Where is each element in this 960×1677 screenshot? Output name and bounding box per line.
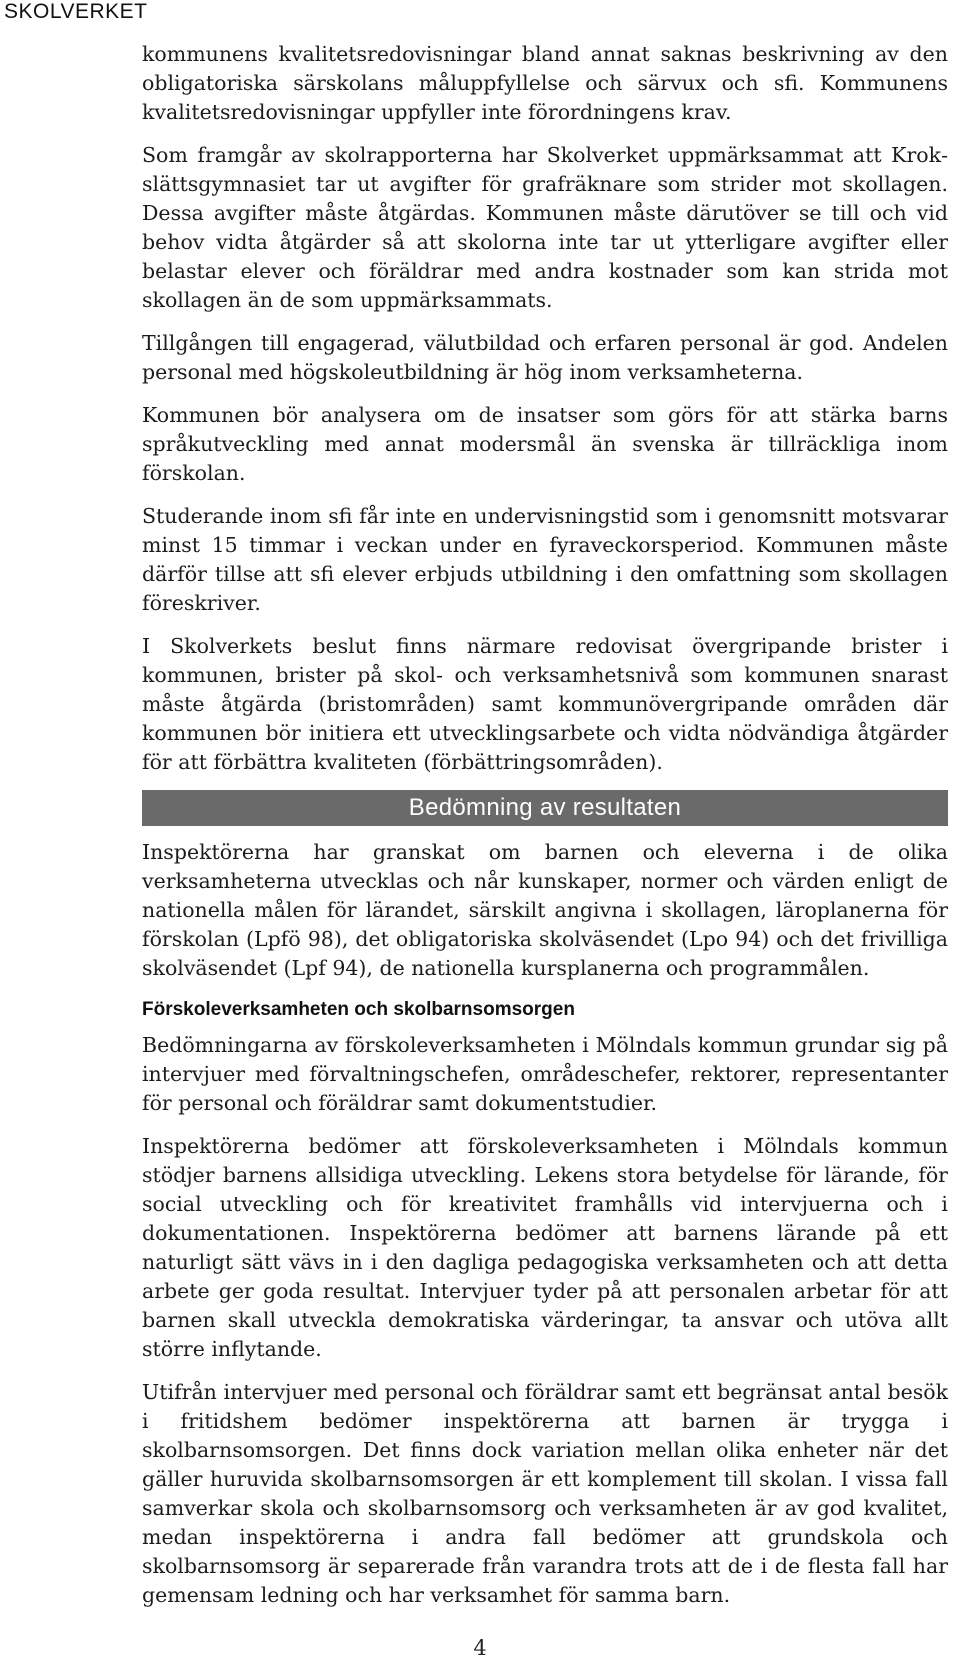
paragraph-afterschool: Utifrån intervjuer med personal och föräldrar samt ett begränsat antal besök i fritidshem bedömer inspektörerna att barnen är trygga i skolbarnsomsorgen. Det finns dock variation mellan olika enheter när det gäller huruvida skolbarnsomsorgen är ett komplement till skolan. I vissa fall samverkar skola och skolbarnsomsorg och verksamheten är av god kvalitet, medan inspektörerna i andra fall bedömer att grundskola och skolbarnsomsorg är separerade från varandra trots att de i de flesta fall har gemensam ledning och har verksamhet för samma barn. [142, 1380, 948, 1607]
body-text-assessment [142, 838, 948, 1624]
paragraph-preschool-assessment: Inspektörerna bedömer att förskoleverksamheten i Mölndals kommun stödjer barnens allsidiga utveckling. Lekens stora betydelse för lärande, för social utveckling och för kreativitet framhålls vid intervjuerna och i dokumentationen. Inspektörerna bedömer att barnens lärande på ett naturligt sätt vävs in i den dagliga pedagogiska verksamheten och att detta arbete ger goda resultat. Intervjuer tyder på att personalen arbetar för att barnen skall utveckla demokratiska värderingar, ta ansvar och utöva allt större inflytande. [142, 1134, 948, 1361]
header-brand: SKOLVERKET [4, 0, 148, 23]
paragraph-staff: Tillgången till engagerad, välutbildad och erfaren personal är god. Andelen personal med högskoleutbildning är hög inom verksamheterna. [142, 331, 948, 384]
paragraph-quality-reports: kommunens kvalitetsredovisningar bland annat saknas beskrivning av den obligatoriska särskolans måluppfyllelse och särvux och sfi. Kommunens kvalitetsredovisningar uppfyller inte förordningens krav. [142, 42, 948, 124]
section-heading-bar: Bedömning av resultaten [142, 790, 948, 826]
paragraph-preschool-basis: Bedömningarna av förskoleverksamheten i Mölndals kommun grundar sig på intervjuer med förvaltningschefen, områdeschefer, rektorer, representanter för personal och föräldrar samt dokumentstudier. [142, 1033, 948, 1115]
paragraph-language-development: Kommunen bör analysera om de insatser som görs för att stärka barns språkutveckling med annat modersmål än svenska är tillräckliga inom förskolan. [142, 403, 948, 485]
paragraph-sfi: Studerande inom sfi får inte en undervisningstid som i genomsnitt motsvarar minst 15 timmar i veckan under en fyraveckorsperiod. Kommunen måste därför tillse att sfi elever erbjuds utbildning i den omfattning som skollagen föreskriver. [142, 504, 948, 615]
subheading-preschool: Förskoleverksamheten och skolbarnsomsorgen [142, 999, 575, 1020]
page-number: 4 [473, 1636, 487, 1660]
paragraph-assessment-intro: Inspektörerna har granskat om barnen och eleverna i de olika verksamheterna utvecklas och når kunskaper, normer och värden enligt de nationella målen för lärandet, särskilt angivna i skollagen, läroplanerna för förskolan (Lpfö 98), det obligatoriska skolväsendet (Lpo 94) och det frivilliga skolväsendet (Lpf 94), de nationella kursplanerna och programmålen. [142, 840, 948, 980]
body-text-top [142, 40, 948, 791]
paragraph-fees: Som framgår av skolrapporterna har Skolverket uppmärksammat att Krokslättsgymnasiet tar ut avgifter för grafräknare som strider mot skollagen. Dessa avgifter måste åtgärdas. Kommunen måste därutöver se till och vid behov vidta åtgärder så att skolorna inte tar ut ytterligare avgifter eller belastar elever och föräldrar med andra kostnader som kan strida mot skollagen än de som uppmärksammats. [142, 143, 948, 312]
paragraph-decision: I Skolverkets beslut finns närmare redovisat övergripande brister i kommunen, brister på skol- och verksamhetsnivå som kommunen snarast måste åtgärda (bristområden) samt kommunövergripande områden där kommunen bör initiera ett utvecklingsarbete och vidta nödvändiga åtgärder för att förbättra kvaliteten (förbättringsområden). [142, 634, 948, 774]
